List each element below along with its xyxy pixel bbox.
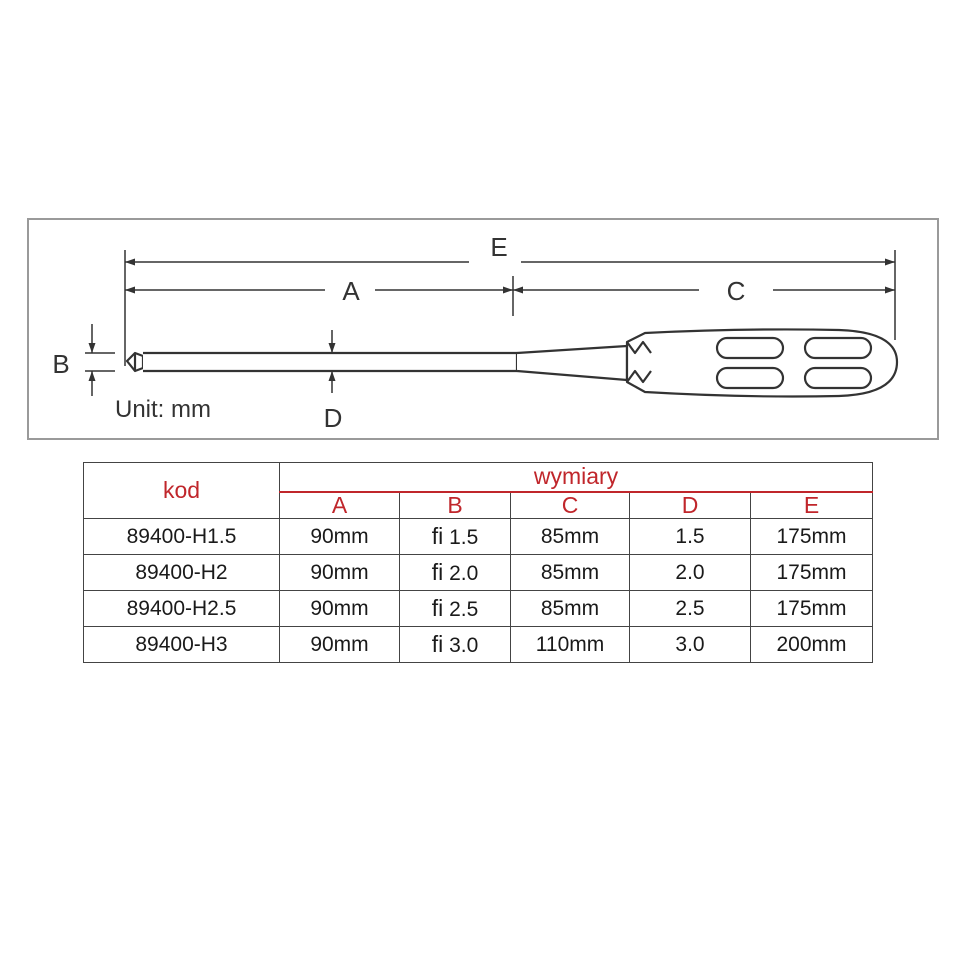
cell-d: 3.0 <box>630 627 751 663</box>
header-col-e: E <box>751 492 873 519</box>
cell-b-prefix: fi <box>431 631 444 657</box>
cell-d: 2.0 <box>630 555 751 591</box>
dimension-label-d: D <box>323 403 343 433</box>
cell-e: 175mm <box>751 591 873 627</box>
cell-e: 175mm <box>751 555 873 591</box>
header-col-b: B <box>400 492 511 519</box>
header-code: kod <box>84 463 280 519</box>
table-row <box>84 555 873 591</box>
header-col-a: A <box>280 492 400 519</box>
dimension-label-b: B <box>52 349 70 379</box>
table-row <box>84 591 873 627</box>
cell-a: 90mm <box>280 627 400 663</box>
cell-b-prefix: fi <box>431 523 444 549</box>
dimension-b <box>85 324 115 396</box>
cell-b-prefix: fi <box>431 595 444 621</box>
dimension-label-e: E <box>490 232 508 262</box>
cell-b <box>400 519 511 555</box>
cell-code: 89400-H2 <box>84 555 280 591</box>
unit-label: Unit: mm <box>115 396 211 423</box>
dimensions-table <box>83 462 873 663</box>
cell-e: 200mm <box>751 627 873 663</box>
cell-code: 89400-H1.5 <box>84 519 280 555</box>
cell-d: 2.5 <box>630 591 751 627</box>
cell-code: 89400-H3 <box>84 627 280 663</box>
screwdriver-diagram <box>29 220 941 442</box>
cell-c: 85mm <box>511 519 630 555</box>
cell-e: 175mm <box>751 519 873 555</box>
cell-a: 90mm <box>280 519 400 555</box>
cell-c: 85mm <box>511 555 630 591</box>
cell-code: 89400-H2.5 <box>84 591 280 627</box>
cell-c: 110mm <box>511 627 630 663</box>
cell-d: 1.5 <box>630 519 751 555</box>
cell-b <box>400 555 511 591</box>
cell-b-prefix: fi <box>431 559 444 585</box>
cell-b <box>400 627 511 663</box>
cell-b-value: 1.5 <box>449 526 479 549</box>
diagram-frame <box>27 218 939 440</box>
table-row <box>84 519 873 555</box>
cell-b <box>400 591 511 627</box>
header-col-d: D <box>630 492 751 519</box>
screwdriver-shape <box>127 329 897 396</box>
cell-b-value: 2.5 <box>449 598 479 621</box>
cell-a: 90mm <box>280 591 400 627</box>
header-col-c: C <box>511 492 630 519</box>
cell-c: 85mm <box>511 591 630 627</box>
cell-b-value: 2.0 <box>449 562 479 585</box>
dimension-label-a: A <box>342 276 360 306</box>
cell-b-value: 3.0 <box>449 634 479 657</box>
cell-a: 90mm <box>280 555 400 591</box>
dimension-label-c: C <box>726 276 746 306</box>
header-dimensions: wymiary <box>280 463 873 492</box>
table-row <box>84 627 873 663</box>
